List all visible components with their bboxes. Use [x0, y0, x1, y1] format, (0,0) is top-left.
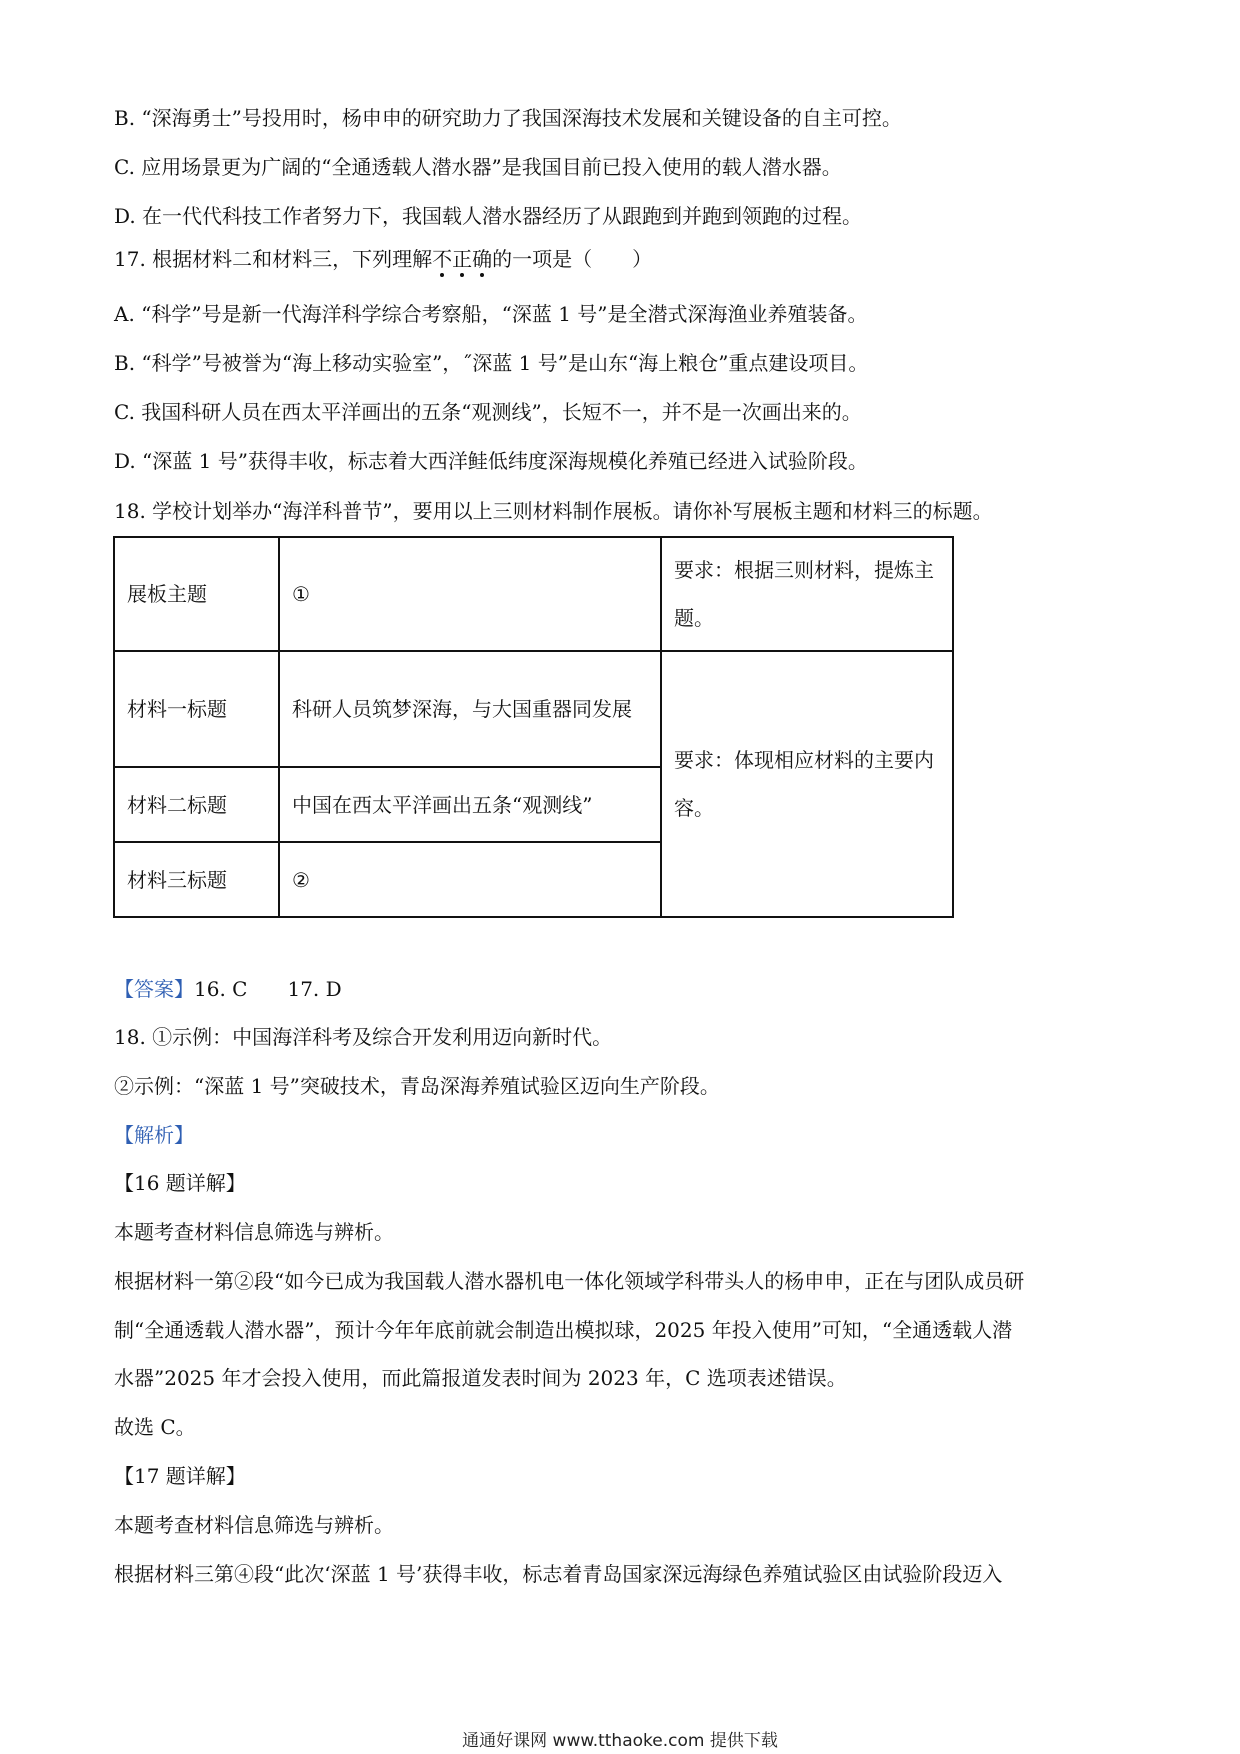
answer-line	[114, 975, 342, 1003]
analysis-16-p3: 制“全通透载人潜水器”，预计今年年底前就会制造出模拟球，2025 年投入使用”可知，“全通透载人潜	[114, 1318, 1013, 1342]
analysis-17-heading: 【17 题详解】	[114, 1464, 246, 1488]
analysis-16-p1: 本题考查材料信息筛选与辨析。	[114, 1220, 394, 1244]
question-17-stem-before: 17. 根据材料二和材料三，下列理解	[114, 247, 433, 271]
material-title-requirement	[661, 651, 953, 917]
table-row	[114, 537, 953, 651]
material-2-title-label: 材料二标题	[114, 767, 279, 842]
board-theme-label: 展板主题	[114, 537, 279, 651]
table-row	[114, 651, 953, 767]
emphasis-char-1: 不	[432, 247, 453, 271]
option-16c: C. 应用场景更为广阔的“全通透载人潜水器”是我国目前已投入使用的载人潜水器。	[114, 155, 842, 179]
option-17b: B. “科学”号被誉为“海上移动实验室”，˝深蓝 1 号”是山东“海上粮仓”重点建设项目。	[114, 351, 869, 375]
material-2-title-value: 中国在西太平洋画出五条“观测线”	[279, 767, 661, 842]
material-1-title-value: 科研人员筑梦深海，与大国重器同发展	[279, 651, 661, 767]
footer-watermark: 通通好课网 www.tthaoke.com 提供下载	[462, 1731, 778, 1751]
material-1-title-label: 材料一标题	[114, 651, 279, 767]
material-3-title-blank: ②	[279, 842, 661, 917]
exhibition-board-table	[113, 536, 954, 918]
analysis-tag: 【解析】	[114, 1123, 194, 1147]
option-17a: A. “科学”号是新一代海洋科学综合考察船，“深蓝 1 号”是全潜式深海渔业养殖装备。	[114, 302, 868, 326]
analysis-17-p2: 根据材料三第④段“此次‘深蓝 1 号’获得丰收，标志着青岛国家深远海绿色养殖试验区由试验阶段迈入	[114, 1562, 1003, 1586]
option-17c: C. 我国科研人员在西太平洋画出的五条“观测线”，长短不一，并不是一次画出来的。	[114, 400, 862, 424]
answer-tag: 【答案】	[114, 977, 194, 1001]
question-17-stem	[114, 245, 652, 273]
emphasis-char-3: 确	[472, 247, 493, 271]
option-16b: B. “深海勇士”号投用时，杨申申的研究助力了我国深海技术发展和关键设备的自主可控。	[114, 106, 902, 130]
analysis-16-heading: 【16 题详解】	[114, 1171, 246, 1195]
emphasis-char-2: 正	[452, 247, 473, 271]
question-18-stem: 18. 学校计划举办“海洋科普节”，要用以上三则材料制作展板。请你补写展板主题和材料三的标题。	[114, 499, 993, 523]
answer-text: 16. C 17. D	[194, 977, 342, 1001]
board-theme-blank: ①	[279, 537, 661, 651]
requirement-text: 要求：体现相应材料的主要内容。	[674, 748, 934, 820]
analysis-16-p5: 故选 C。	[114, 1415, 196, 1439]
question-17-stem-after: 的一项是（ ）	[492, 247, 653, 271]
analysis-16-p2: 根据材料一第②段“如今已成为我国载人潜水器机电一体化领域学科带头人的杨申申，正在与团队成员研	[114, 1269, 1025, 1293]
board-theme-requirement	[661, 537, 953, 651]
answer-18-line-1: 18. ①示例：中国海洋科考及综合开发利用迈向新时代。	[114, 1025, 613, 1049]
material-3-title-label: 材料三标题	[114, 842, 279, 917]
requirement-text: 要求：根据三则材料，提炼主题。	[674, 558, 934, 630]
option-17d: D. “深蓝 1 号”获得丰收，标志着大西洋鲑低纬度深海规模化养殖已经进入试验阶段。	[114, 449, 868, 473]
option-16d: D. 在一代代科技工作者努力下，我国载人潜水器经历了从跟跑到并跑到领跑的过程。	[114, 204, 863, 228]
analysis-16-p4: 水器”2025 年才会投入使用，而此篇报道发表时间为 2023 年，C 选项表述错误。	[114, 1366, 847, 1390]
analysis-17-p1: 本题考查材料信息筛选与辨析。	[114, 1513, 394, 1537]
answer-18-line-2: ②示例：“深蓝 1 号”突破技术，青岛深海养殖试验区迈向生产阶段。	[114, 1074, 720, 1098]
